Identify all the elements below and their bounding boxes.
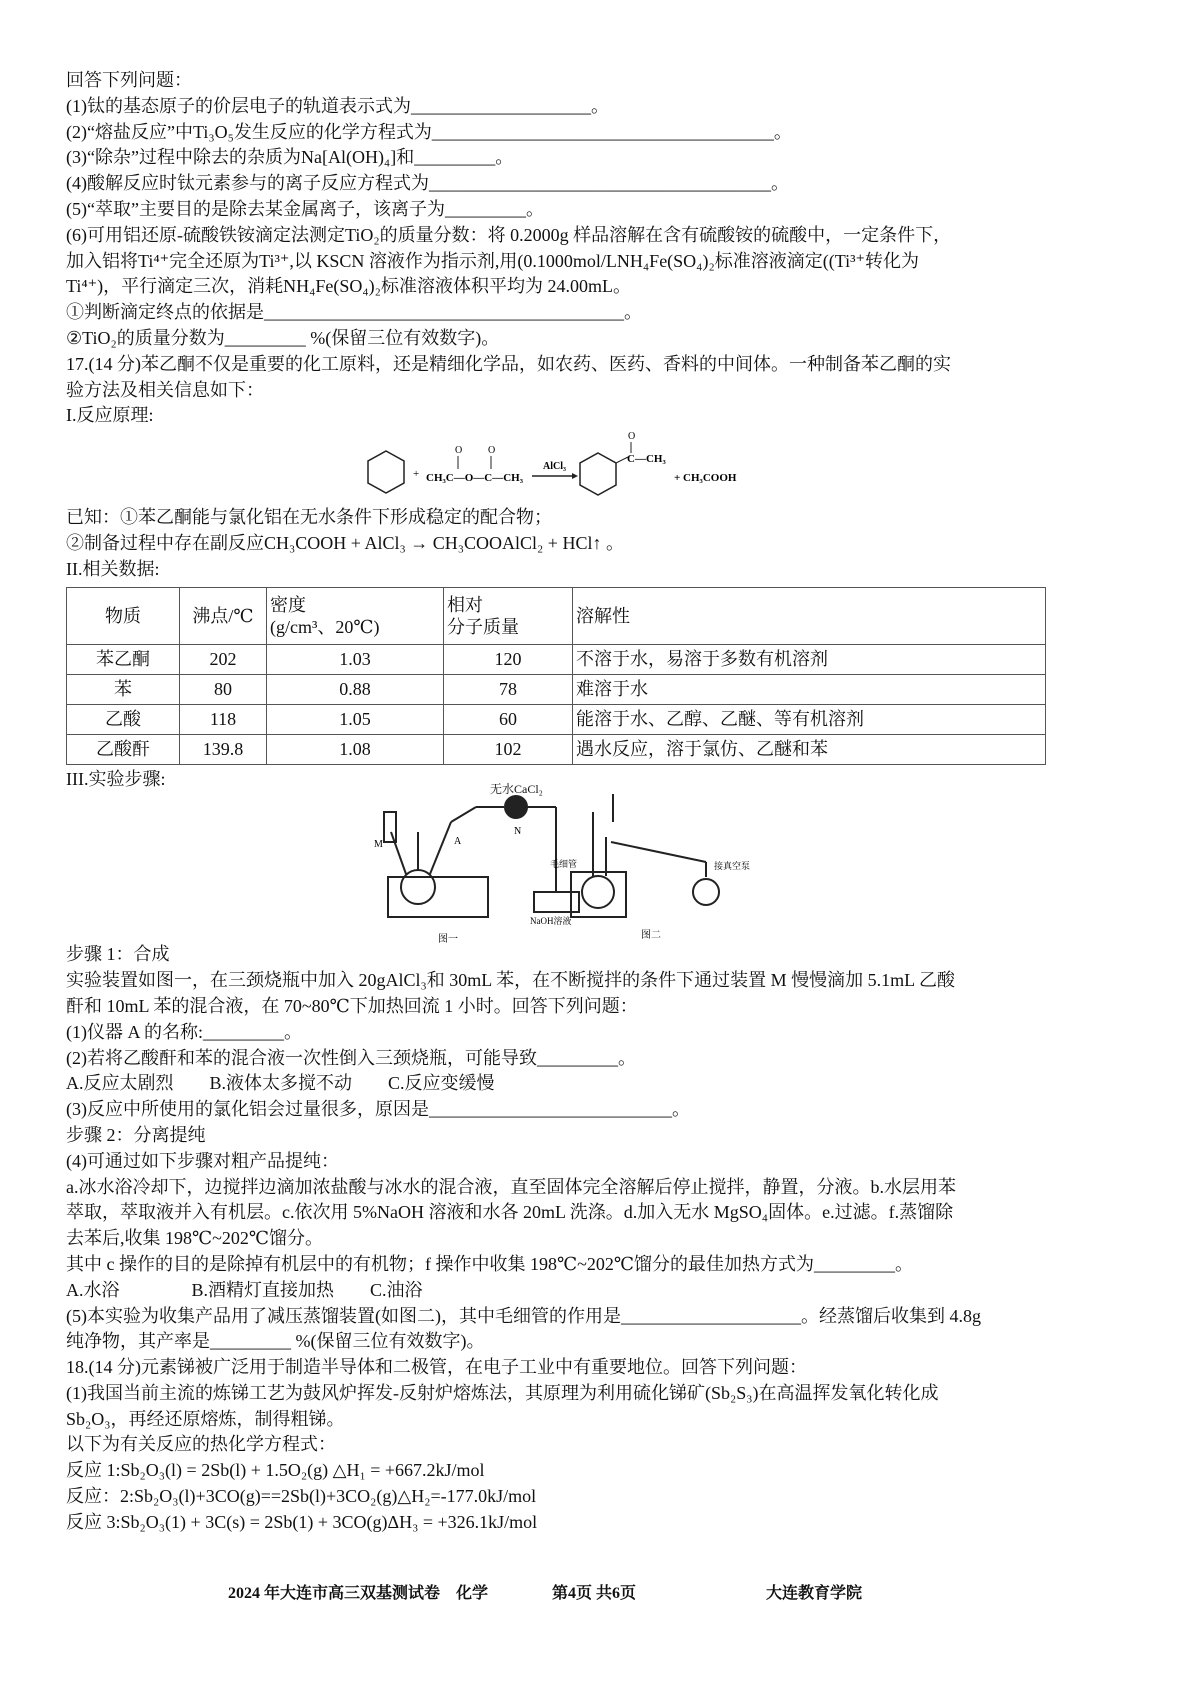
apparatus-figures bbox=[66, 782, 1046, 946]
table-cell: 202 bbox=[180, 644, 267, 674]
text-line: 以下为有关反应的热化学方程式： bbox=[66, 1434, 336, 1455]
table-cell: 60 bbox=[444, 704, 573, 734]
acetic-anhydride-formula: CH₃C—O—C—CH₃ bbox=[426, 472, 524, 485]
benzene-ring-icon bbox=[368, 451, 404, 493]
text-line: 实验装置如图一，在三颈烧瓶中加入 20gAlCl₃和 30mL 苯，在不断搅拌的条件下通过装置 M 慢慢滴加 5.1mL 乙酸 bbox=[66, 970, 955, 991]
figure-2-vacuum-distillation bbox=[571, 794, 719, 917]
table-cell: 不溶于水，易溶于多数有机溶剂 bbox=[573, 644, 1046, 674]
table-cell: 苯 bbox=[67, 674, 180, 704]
text-line: A.反应太剧烈 B.液体太多搅不动 C.反应变缓慢 bbox=[66, 1073, 495, 1094]
table-header-cell: 相对 分子质量 bbox=[444, 587, 573, 644]
table-cell: 120 bbox=[444, 644, 573, 674]
text-line: 17.(14 分)苯乙酮不仅是重要的化工原料，还是精细化学品，如农药、医药、香料的中间体。一种制备苯乙酮的实 bbox=[66, 353, 951, 374]
text-line: (1)钛的基态原子的价层电子的轨道表示式为____________________。 bbox=[66, 95, 609, 116]
table-cell: 能溶于水、乙醇、乙醚、等有机溶剂 bbox=[573, 704, 1046, 734]
acetic-acid-formula: + CH₃COOH bbox=[674, 472, 737, 485]
text-line: (3)反应中所使用的氯化铝会过量很多，原因是___________________________。 bbox=[66, 1099, 690, 1120]
text-line: (4)酸解反应时钛元素参与的离子反应方程式为______________________________________。 bbox=[66, 173, 789, 194]
text-line: ②TiO₂的质量分数为_________ %(保留三位有效数字)。 bbox=[66, 327, 500, 348]
plus-sign: + bbox=[413, 468, 420, 481]
table-header-cell: 溶解性 bbox=[573, 587, 1046, 644]
label-vacuum-pump: 接真空泵 bbox=[714, 861, 751, 872]
figure-2-caption: 图二 bbox=[641, 930, 661, 942]
table-header-row bbox=[67, 587, 1046, 644]
text-line: (2)若将乙酸酐和苯的混合液一次性倒入三颈烧瓶，可能导致_________。 bbox=[66, 1047, 636, 1068]
footer-exam-title: 2024 年大连市高三双基测试卷 化学 bbox=[228, 1585, 489, 1602]
table-cell: 1.05 bbox=[267, 704, 444, 734]
text-line: 去苯后,收集 198℃~202℃馏分。 bbox=[66, 1228, 324, 1249]
question-16-continued bbox=[66, 68, 1046, 429]
label-anhydrous-cacl2: 无水CaCl₂ bbox=[490, 782, 543, 797]
table-cell: 1.08 bbox=[267, 734, 444, 764]
figure-1-reflux-apparatus bbox=[384, 796, 579, 917]
text-line: 步骤 1：合成 bbox=[66, 944, 170, 965]
table-cell: 118 bbox=[180, 704, 267, 734]
table-cell: 难溶于水 bbox=[573, 674, 1046, 704]
table-cell: 遇水反应，溶于氯仿、乙醚和苯 bbox=[573, 734, 1046, 764]
text-line: 18.(14 分)元素锑被广泛用于制造半导体和二极管，在电子工业中有重要地位。回答下列问题： bbox=[66, 1357, 807, 1378]
table-header-cell: 物质 bbox=[67, 587, 180, 644]
table-cell: 139.8 bbox=[180, 734, 267, 764]
label-m: M bbox=[374, 839, 383, 851]
table-row bbox=[67, 644, 1046, 674]
text-line: (5)“萃取”主要目的是除去某金属离子，该离子为_________。 bbox=[66, 198, 544, 219]
text-line: Ti⁴⁺)，平行滴定三次，消耗NH₄Fe(SO₄)₂标准溶液体积平均为 24.00mL。 bbox=[66, 276, 631, 297]
table-cell: 乙酸 bbox=[67, 704, 180, 734]
table-row bbox=[67, 704, 1046, 734]
benzene-ring-icon bbox=[580, 453, 616, 495]
carbonyl-oxygen: O bbox=[455, 445, 463, 457]
table-header-cell: 密度 (g/cm³、20℃) bbox=[267, 587, 444, 644]
text-line: 步骤 2：分离提纯 bbox=[66, 1124, 206, 1145]
text-line: 纯净物，其产率是_________ %(保留三位有效数字)。 bbox=[66, 1331, 485, 1352]
text-line: 反应 1:Sb₂O₃(l) = 2Sb(l) + 1.5O₂(g) △H₁ = +667.2kJ/mol bbox=[66, 1460, 485, 1481]
table-cell: 78 bbox=[444, 674, 573, 704]
text-line: (1)我国当前主流的炼锑工艺为鼓风炉挥发-反射炉熔炼法，其原理为利用硫化锑矿(Sb₂S₃)在高温挥发氧化转化成 bbox=[66, 1382, 939, 1403]
text-line: (3)“除杂”过程中除去的杂质为Na[Al(OH)₄]和_________。 bbox=[66, 147, 514, 168]
figure-1-caption: 图一 bbox=[438, 934, 458, 946]
text-line: 其中 c 操作的目的是除掉有机层中的有机物；f 操作中收集 198℃~202℃馏分的最佳加热方式为_________。 bbox=[66, 1253, 913, 1274]
acetyl-group-formula: C—CH₃ bbox=[627, 453, 666, 466]
text-line: 萃取，萃取液并入有机层。c.依次用 5%NaOH 溶液和水各 20mL 洗涤。d.加入无水 MgSO₄固体。e.过滤。f.蒸馏除 bbox=[66, 1202, 954, 1223]
text-line: a.冰水浴冷却下，边搅拌边滴加浓盐酸与冰水的混合液，直至固体完全溶解后停止搅拌，静置，分液。b.水层用苯 bbox=[66, 1176, 956, 1197]
table-header-cell: 沸点/℃ bbox=[180, 587, 267, 644]
table-cell: 乙酸酐 bbox=[67, 734, 180, 764]
text-line: (6)可用铝还原-硫酸铁铵滴定法测定TiO₂的质量分数：将 0.2000g 样品溶解在含有硫酸铵的硫酸中，一定条件下， bbox=[66, 224, 952, 245]
text-line: (2)“熔盐反应”中Ti₃O₅发生反应的化学方程式为______________________________________。 bbox=[66, 121, 792, 142]
text-line: (5)本实验为收集产品用了减压蒸馏装置(如图二)，其中毛细管的作用是____________________。经蒸馏后收集到 4.8g bbox=[66, 1305, 981, 1326]
table-row bbox=[67, 674, 1046, 704]
text-line: 加入铝将Ti⁴⁺完全还原为Ti³⁺,以 KSCN 溶液作为指示剂,用(0.1000mol/LNH₄Fe(SO₄)₂标准溶液滴定((Ti³⁺转化为 bbox=[66, 250, 919, 271]
apparatus-diagram bbox=[66, 782, 1046, 946]
data-table bbox=[66, 587, 1046, 765]
table-cell: 苯乙酮 bbox=[67, 644, 180, 674]
text-line: 酐和 10mL 苯的混合液，在 70~80℃下加热回流 1 小时。回答下列问题： bbox=[66, 995, 638, 1016]
experiment-steps-and-q18 bbox=[66, 942, 1046, 1535]
text-line: II.相关数据: bbox=[66, 558, 160, 579]
reaction-equation-figure bbox=[66, 429, 1046, 505]
label-naoh-solution: NaOH溶液 bbox=[530, 916, 572, 927]
footer-organization: 大连教育学院 bbox=[766, 1585, 863, 1602]
carbonyl-oxygen: O bbox=[488, 445, 496, 457]
text-line: 已知：①苯乙酮能与氯化铝在无水条件下形成稳定的配合物； bbox=[66, 507, 552, 528]
table-cell: 1.03 bbox=[267, 644, 444, 674]
text-line: (1)仪器 A 的名称:_________。 bbox=[66, 1021, 302, 1042]
catalyst-label: AlCl₃ bbox=[543, 461, 566, 473]
text-line: 验方法及相关信息如下： bbox=[66, 379, 264, 400]
text-line: A.水浴 B.酒精灯直接加热 C.油浴 bbox=[66, 1279, 423, 1300]
exam-page bbox=[66, 68, 1046, 1536]
text-line: (4)可通过如下步骤对粗产品提纯： bbox=[66, 1150, 339, 1171]
text-line: ②制备过程中存在副反应CH₃COOH + AlCl₃ → CH₃COOAlCl₂ + HCl↑ 。 bbox=[66, 532, 624, 553]
table-row bbox=[67, 734, 1046, 764]
label-n: N bbox=[514, 826, 522, 838]
table-cell: 80 bbox=[180, 674, 267, 704]
label-a: A bbox=[454, 836, 462, 848]
section-title: III.实验步骤: bbox=[66, 768, 166, 789]
known-info bbox=[66, 505, 1046, 582]
text-line: Sb₂O₃，再经还原熔炼，制得粗锑。 bbox=[66, 1408, 345, 1429]
text-line: ①判断滴定终点的依据是________________________________________。 bbox=[66, 302, 642, 323]
table-cell: 102 bbox=[444, 734, 573, 764]
text-line: I.反应原理: bbox=[66, 405, 154, 426]
text-line: 反应 3:Sb₂O₃(1) + 3C(s) = 2Sb(1) + 3CO(g)ΔH₃ = +326.1kJ/mol bbox=[66, 1511, 538, 1532]
text-line: 反应：2:Sb₂O₃(l)+3CO(g)==2Sb(l)+3CO₂(g)△H₂=-177.0kJ/mol bbox=[66, 1486, 537, 1507]
friedel-crafts-reaction-diagram bbox=[66, 429, 1046, 505]
table-cell: 0.88 bbox=[267, 674, 444, 704]
footer-page-number: 第4页 共6页 bbox=[552, 1585, 637, 1602]
carbonyl-oxygen: O bbox=[628, 431, 636, 443]
text-line: 回答下列问题： bbox=[66, 70, 192, 90]
label-capillary: 毛细管 bbox=[550, 859, 578, 870]
